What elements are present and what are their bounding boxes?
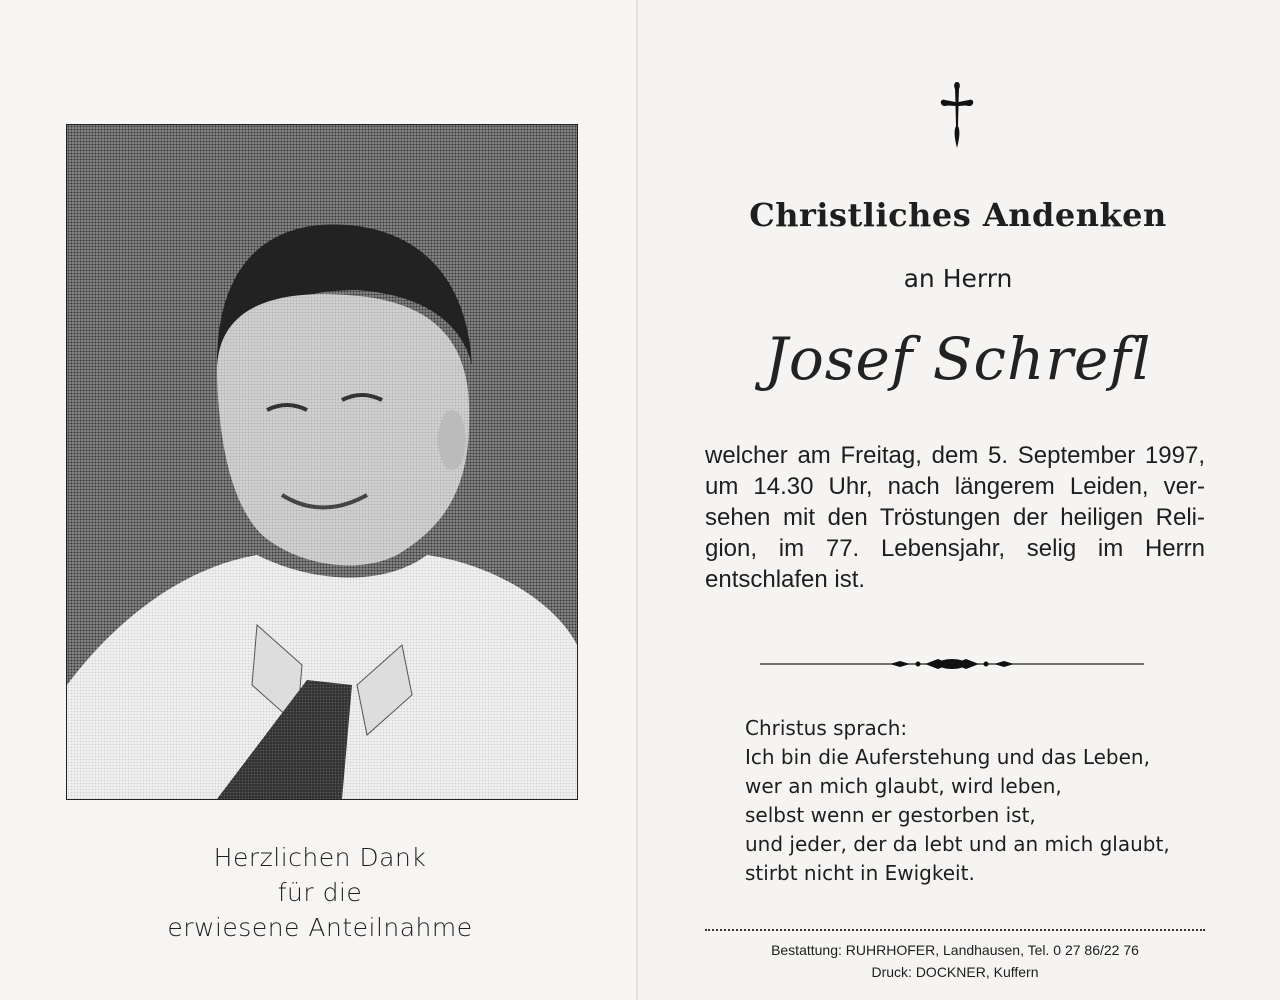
left-card-panel xyxy=(0,0,637,1000)
deceased-name: Josef Schrefl xyxy=(764,325,1152,393)
portrait-illustration xyxy=(67,125,577,799)
salutation: an Herrn xyxy=(903,264,1013,293)
latin-cross-icon xyxy=(937,78,977,152)
dotted-divider xyxy=(705,929,1205,931)
imprint-printer: Druck: DOCKNER, Kuffern xyxy=(871,964,1039,980)
thanks-line-2: für die xyxy=(277,878,363,907)
announcement-line-3: sehen mit den Tröstungen der heiligen Reli- xyxy=(705,504,1205,531)
portrait-photo xyxy=(66,124,578,800)
thanks-line-1: Herzlichen Dank xyxy=(213,843,427,872)
thanks-line-3: erwiesene Anteilnahme xyxy=(167,913,473,942)
bible-quote xyxy=(745,714,1205,888)
announcement-line-2: um 14.30 Uhr, nach längerem Leiden, ver- xyxy=(705,473,1205,500)
quote-line-5: stirbt nicht in Ewigkeit. xyxy=(745,861,975,885)
quote-line-2: wer an mich glaubt, wird leben, xyxy=(745,774,1062,798)
death-announcement xyxy=(705,440,1205,595)
quote-line-3: selbst wenn er gestorben ist, xyxy=(745,803,1036,827)
imprint-funeral-home: Bestattung: RUHRHOFER, Landhausen, Tel. 0 27 86/22 76 xyxy=(771,942,1139,958)
announcement-line-1: welcher am Freitag, dem 5. September 1997, xyxy=(705,442,1205,469)
quote-intro: Christus sprach: xyxy=(745,716,908,740)
announcement-line-4: gion, im 77. Lebensjahr, selig im Herrn xyxy=(705,535,1205,562)
quote-line-1: Ich bin die Auferstehung und das Leben, xyxy=(745,745,1150,769)
memorial-heading: Christliches Andenken xyxy=(749,196,1167,234)
ornament-divider xyxy=(760,654,1144,674)
announcement-line-5: entschlafen ist. xyxy=(705,566,866,593)
thanks-caption xyxy=(150,840,490,945)
quote-line-4: und jeder, der da lebt und an mich glaubt, xyxy=(745,832,1170,856)
imprint xyxy=(705,939,1205,983)
